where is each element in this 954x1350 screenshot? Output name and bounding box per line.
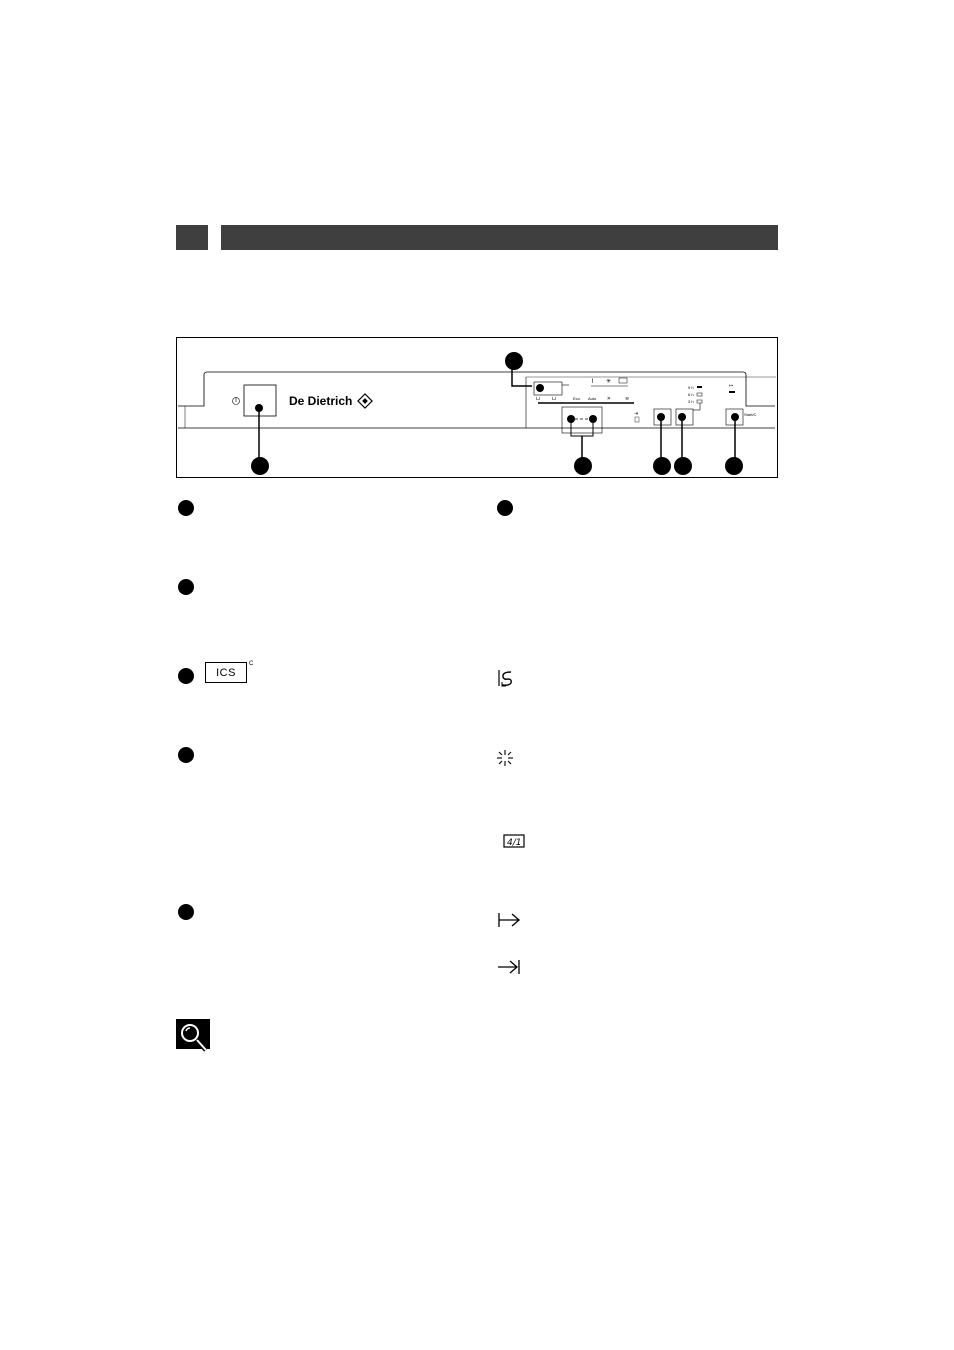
svg-text:Eco: Eco	[573, 396, 580, 401]
ics-label-box	[205, 662, 247, 683]
callout-1	[251, 457, 269, 475]
svg-text:4/1: 4/1	[507, 838, 522, 848]
section-title-bar	[221, 225, 778, 250]
rinse-aid-icon	[496, 668, 516, 688]
callout-4	[653, 457, 671, 475]
ics-label: ICS	[216, 666, 236, 679]
svg-text:⇥: ⇥	[634, 411, 639, 417]
magnifier-icon	[176, 1019, 210, 1053]
legend-bullet-2	[178, 579, 194, 595]
svg-text:6 h: 6 h	[688, 392, 694, 397]
ics-superscript: C	[249, 661, 254, 667]
svg-text:↦: ↦	[729, 383, 734, 389]
svg-text:9 h: 9 h	[688, 385, 694, 390]
callout-2	[505, 352, 523, 370]
delay-start-icon	[497, 912, 521, 928]
legend-bullet-5	[178, 904, 194, 920]
legend-bullet-1	[178, 500, 194, 516]
callout-6	[725, 457, 743, 475]
callout-3	[574, 457, 592, 475]
svg-text:⊔: ⊔	[536, 396, 540, 402]
half-load-icon	[503, 834, 525, 848]
svg-text:3 h: 3 h	[688, 399, 694, 404]
svg-text:Start/C: Start/C	[744, 412, 757, 417]
legend-bullet-4	[178, 747, 194, 763]
svg-text:✳: ✳	[606, 378, 612, 385]
salt-icon	[496, 749, 514, 767]
svg-text:Auto: Auto	[588, 396, 597, 401]
legend-bullet-3	[178, 668, 194, 684]
svg-text:≋: ≋	[625, 396, 630, 402]
svg-text:»: »	[607, 395, 611, 402]
brand-name: De Dietrich	[289, 394, 353, 408]
end-of-cycle-icon	[497, 959, 521, 975]
control-panel-illustration	[176, 337, 778, 478]
section-number-bar	[176, 225, 208, 250]
svg-text:⊔: ⊔	[552, 396, 556, 402]
legend-bullet-6	[497, 500, 513, 516]
callout-5	[674, 457, 692, 475]
svg-text:⌇: ⌇	[591, 378, 594, 385]
